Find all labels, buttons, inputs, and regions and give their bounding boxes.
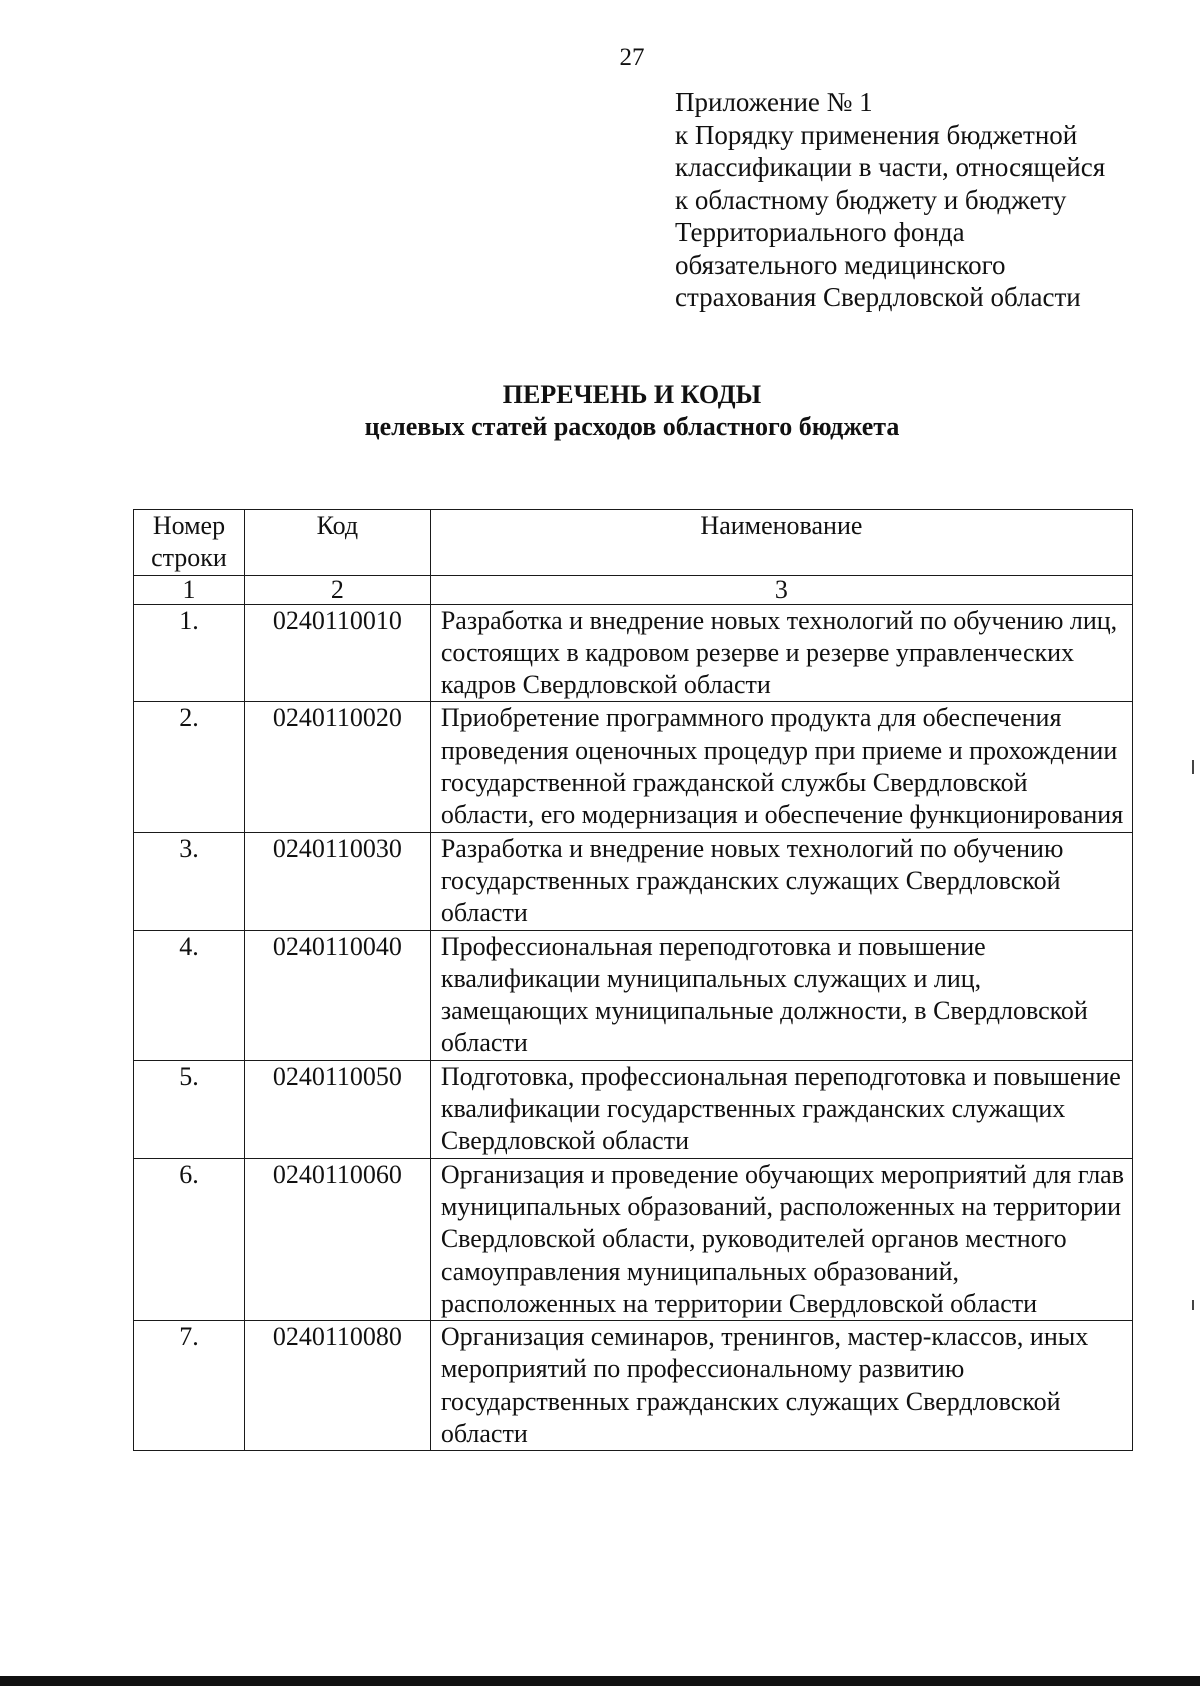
row-number: 4.: [134, 930, 245, 1060]
page-number: 27: [619, 44, 645, 71]
row-code: 0240110080: [244, 1321, 430, 1451]
table-row: [134, 832, 1133, 930]
appendix-line: Территориального фонда: [675, 217, 965, 247]
row-name: Организация и проведение обучающих мероприятий для глав муниципальных образований, расположенных на территории Свердловской области, руководителей органов местного самоуправления муниципальных образований, расположенных на территории Свердловской области: [430, 1158, 1132, 1320]
header-row-number-line1: Номер: [152, 511, 226, 540]
document-title: ПЕРЕЧЕНЬ И КОДЫ: [502, 380, 762, 409]
scan-bottom-border: [0, 1676, 1200, 1686]
appendix-line: классификации в части, относящейся: [675, 152, 1106, 182]
document-subtitle: целевых статей расходов областного бюджета: [364, 412, 900, 441]
row-number: 3.: [134, 832, 245, 930]
row-code: 0240110050: [244, 1060, 430, 1158]
column-index: 2: [244, 575, 430, 604]
row-code: 0240110030: [244, 832, 430, 930]
row-code: 0240110040: [244, 930, 430, 1060]
appendix-line: к Порядку применения бюджетной: [675, 119, 1078, 150]
row-name: Разработка и внедрение новых технологий по обучению государственных гражданских служащих Свердловской области: [430, 832, 1132, 930]
row-code: 0240110020: [244, 702, 430, 832]
column-index: 3: [430, 575, 1132, 604]
table-header-row: [134, 510, 1133, 576]
codes-table: [133, 509, 1133, 1451]
column-index-row: [134, 575, 1133, 604]
table-row: [134, 1321, 1133, 1451]
row-name: Разработка и внедрение новых технологий по обучению лиц, состоящих в кадровом резерве и резерве управленческих кадров Свердловской области: [430, 604, 1132, 702]
table-row: [134, 930, 1133, 1060]
header-row-number: [134, 510, 245, 576]
appendix-note: [675, 86, 1175, 314]
row-name: Подготовка, профессиональная переподготовка и повышение квалификации государственных гражданских служащих Свердловской области: [430, 1060, 1132, 1158]
row-number: 6.: [134, 1158, 245, 1320]
header-name: Наименование: [430, 510, 1132, 576]
header-code: Код: [244, 510, 430, 576]
header-row-number-line2: строки: [151, 543, 227, 573]
table-row: [134, 604, 1133, 702]
row-number: 5.: [134, 1060, 245, 1158]
row-number: 2.: [134, 702, 245, 832]
row-number: 7.: [134, 1321, 245, 1451]
table-row: [134, 1060, 1133, 1158]
row-name: Организация семинаров, тренингов, мастер-классов, иных мероприятий по профессиональному развитию государственных гражданских служащих Свердловской области: [430, 1321, 1132, 1451]
row-number: 1.: [134, 604, 245, 702]
row-code: 0240110010: [244, 604, 430, 702]
row-name: Приобретение программного продукта для обеспечения проведения оценочных процедур при приеме и прохождении государственной гражданской службы Свердловской области, его модернизация и обеспечение функционирования: [430, 702, 1132, 832]
scan-edge-mark: [1192, 1300, 1194, 1310]
appendix-line: к областному бюджету и бюджету: [675, 184, 1067, 215]
appendix-line: обязательного медицинского: [675, 249, 1006, 280]
row-code: 0240110060: [244, 1158, 430, 1320]
appendix-line: страхования Свердловской области: [675, 282, 1081, 312]
row-name: Профессиональная переподготовка и повышение квалификации муниципальных служащих и лиц, замещающих муниципальные должности, в Свердловской области: [430, 930, 1132, 1060]
appendix-line: Приложение № 1: [675, 87, 873, 117]
scan-edge-mark: [1192, 760, 1194, 774]
table-row: [134, 702, 1133, 832]
column-index: 1: [134, 575, 245, 604]
table-row: [134, 1158, 1133, 1320]
